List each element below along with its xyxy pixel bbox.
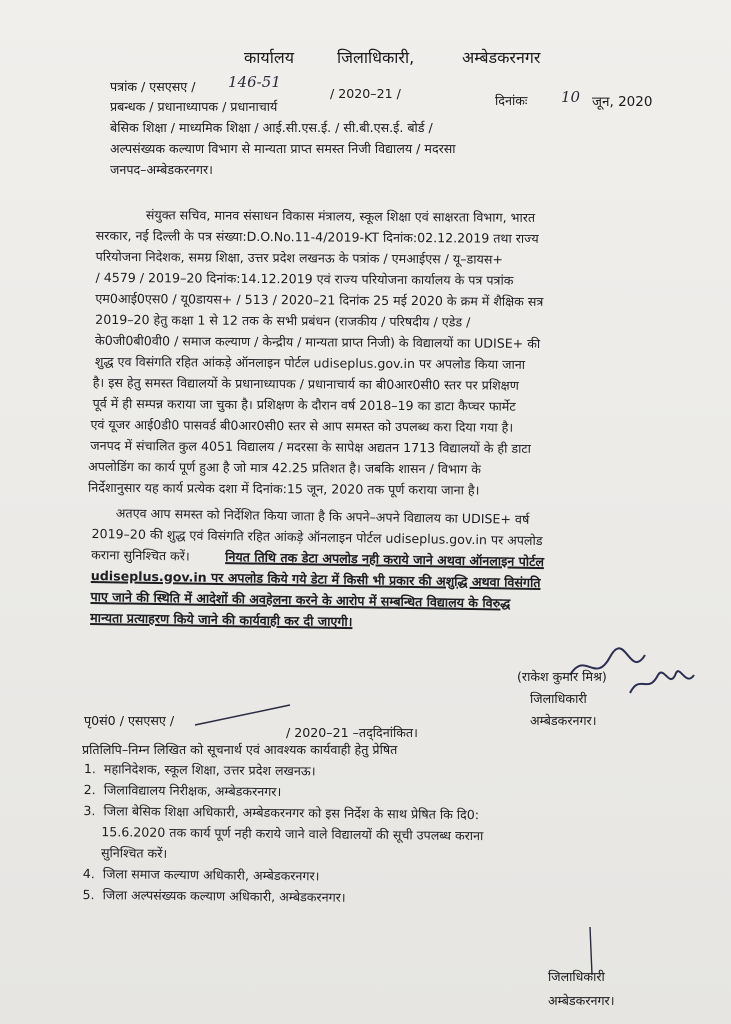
addressee-line: बेसिक शिक्षा / माध्यमिक शिक्षा / आई.सी.एस.ई. / सी.बी.एस.ई. बोर्ड /: [110, 120, 433, 135]
district-label: अम्बेडकरनगर: [462, 48, 541, 67]
warning-line: पाए जाने की स्थिति में आदेशों की अवहेलना करने के आरोप में सम्बन्धित विद्यालय के विरुद्ध: [90, 588, 511, 611]
body-line: के0जी0बी0वी0 / समाज कल्याण / केन्द्रीय / मान्यता प्राप्त निजी) के विद्यालयों का UDISE+ की: [95, 332, 541, 351]
body-line: पूर्व में ही सम्पन्न कराया जा चुका है। प्रशिक्षण के दौरान वर्ष 2018–19 का डाटा कैप्चर फार्मेट: [92, 395, 516, 414]
body-line: 2019–20 हेतु कक्षा 1 से 12 तक के सभी प्रबंधन (राजकीय / परिषदीय / एडेड /: [95, 311, 471, 330]
date-label: दिनांकः: [495, 93, 528, 108]
copy-item: 5. जिला अल्पसंख्यक कल्याण अधिकारी, अम्बेडकरनगर।: [82, 886, 346, 905]
handwritten-stroke: [190, 700, 300, 730]
body-line: परियोजना निदेशक, समग्र शिक्षा, उत्तर प्रदेश लखनऊ के पत्रांक / एमआईएस / यू–डायस+: [95, 248, 503, 267]
ref-label: पत्रांक / एसएसए /: [110, 79, 196, 94]
body-line: कराना सुनिश्चित करें।: [91, 546, 190, 564]
copy-ref: पृ0सं0 / एसएसए /: [84, 713, 175, 728]
officer-label: जिलाधिकारी,: [337, 48, 415, 67]
footer-place: अम्बेडकरनगर।: [548, 993, 615, 1008]
addressee-line: अल्पसंख्यक कल्याण विभाग से मान्यता प्राप्त समस्त निजी विद्यालय / मदरसा: [110, 141, 456, 156]
body-line: 2019–20 की शुद्ध एवं विसंगति रहित आंकड़े ऑनलाइन पोर्टल udiseplus.gov.in पर अपलोड: [91, 525, 543, 549]
copy-ref-year: / 2020–21 –तद्‌दिनांकित।: [286, 725, 418, 740]
body-line: जनपद में संचालित कुल 4051 विद्यालय / मदरसा के सापेक्ष अद्यतन 1713 विद्यालयों के ही डाटा: [90, 437, 532, 456]
ref-year: / 2020–21 /: [330, 86, 401, 101]
body-paragraph-2: [90, 504, 692, 643]
date-day-handwritten: 10: [561, 88, 581, 106]
body-line: एवं यूजर आई0डी0 पासवर्ड बी0आर0सी0 स्तर से आप समस्त को उपलब्ध करा दिया गया है।: [90, 416, 514, 435]
copy-item: 1. महानिदेशक, स्कूल शिक्षा, उत्तर प्रदेश लखनऊ।: [83, 760, 316, 779]
body-line: सरकार, नई दिल्ली के पत्र संख्या:D.O.No.11-4/2019-KT दिनांक:02.12.2019 तथा राज्य: [95, 227, 539, 246]
copy-item: 4. जिला समाज कल्याण अधिकारी, अम्बेडकरनगर।: [82, 865, 320, 884]
warning-line: udiseplus.gov.in पर अपलोड किये गये डेटा में किसी भी प्रकार की अशुद्धि अथवा विसंगति: [90, 567, 541, 591]
copy-item-continued: 15.6.2020 तक कार्य पूर्ण नही कराये जाने वाले विद्यालयों की सूची उपलब्ध कराना: [101, 824, 484, 844]
signatory-place: अम्बेडकरनगर।: [530, 713, 597, 728]
office-label: कार्यालय: [244, 48, 294, 67]
body-line: अपलोडिंग का कार्य पूर्ण हुआ है जो मात्र 42.25 प्रतिशत है। जबकि शासन / विभाग के: [88, 458, 482, 477]
body-line: अतएव आप समस्त को निर्देशित किया जाता है कि अपने–अपने विद्यालय का UDISE+ वर्ष: [115, 505, 530, 527]
body-line: एम0आई0एस0 / यू0डायस+ / 513 / 2020–21 दिनांक 25 मई 2020 के क्रम में शैक्षिक सत्र: [95, 290, 544, 309]
body-line: है। इस हेतु समस्त विद्यालयों के प्रधानाध्यापक / प्रधानाचार्य का बी0आर0सी0 स्तर पर प्रशिक्षण: [92, 374, 519, 393]
date-month-year: जून, 2020: [592, 94, 653, 110]
body-line: संयुक्त सचिव, मानव संसाधन विकास मंत्रालय, स्कूल शिक्षा एवं साक्षरता विभाग, भारत: [145, 207, 536, 225]
copy-item-continued: सुनिश्चित करें।: [100, 845, 168, 861]
addressee-line: जनपद–अम्बेडकरनगर।: [110, 162, 213, 177]
warning-line: मान्यता प्रत्याहरण किये जाने की कार्यवाही कर दी जाएगी।: [90, 609, 353, 630]
signatory-name: (राकेश कुमार मिश्र): [517, 669, 607, 684]
body-paragraph-1: [87, 206, 696, 510]
body-line: निर्देशानुसार यह कार्य प्रत्येक दशा में दिनांक:15 जून, 2020 तक पूर्ण कराया जाना है।: [87, 479, 480, 498]
copy-list: [82, 760, 684, 936]
footer-designation: जिलाधिकारी: [548, 969, 605, 984]
copy-item: 3. जिला बेसिक शिक्षा अधिकारी, अम्बेडकरनगर को इस निर्देश के साथ प्रेषित कि दि0:: [83, 802, 480, 823]
signatory-designation: जिलाधिकारी: [530, 691, 587, 706]
warning-line: नियत तिथि तक डेटा अपलोड नही कराये जाने अथवा ऑनलाइन पोर्टल: [225, 549, 545, 570]
addressee-line: प्रबन्धक / प्रधानाध्यापक / प्रधानाचार्य: [110, 99, 278, 114]
body-line: / 4579 / 2019–20 दिनांक:14.12.2019 एवं राज्य परियोजना कार्यालय के पत्र पत्रांक: [95, 269, 514, 288]
addressee-block: [110, 98, 670, 182]
body-line: शुद्ध एव विसंगति रहित आंकड़े ऑनलाइन पोर्टल udiseplus.gov.in पर अपलोड किया जाना: [94, 353, 526, 372]
copy-item: 2. जिलाविद्यालय निरीक्षक, अम्बेडकरनगर।: [83, 781, 282, 800]
ref-number-handwritten: 146-51: [228, 73, 281, 91]
copy-intro: प्रतिलिपि–निम्न लिखित को सूचनार्थ एवं आवश्यक कार्यवाही हेतु प्रेषित: [82, 742, 398, 757]
